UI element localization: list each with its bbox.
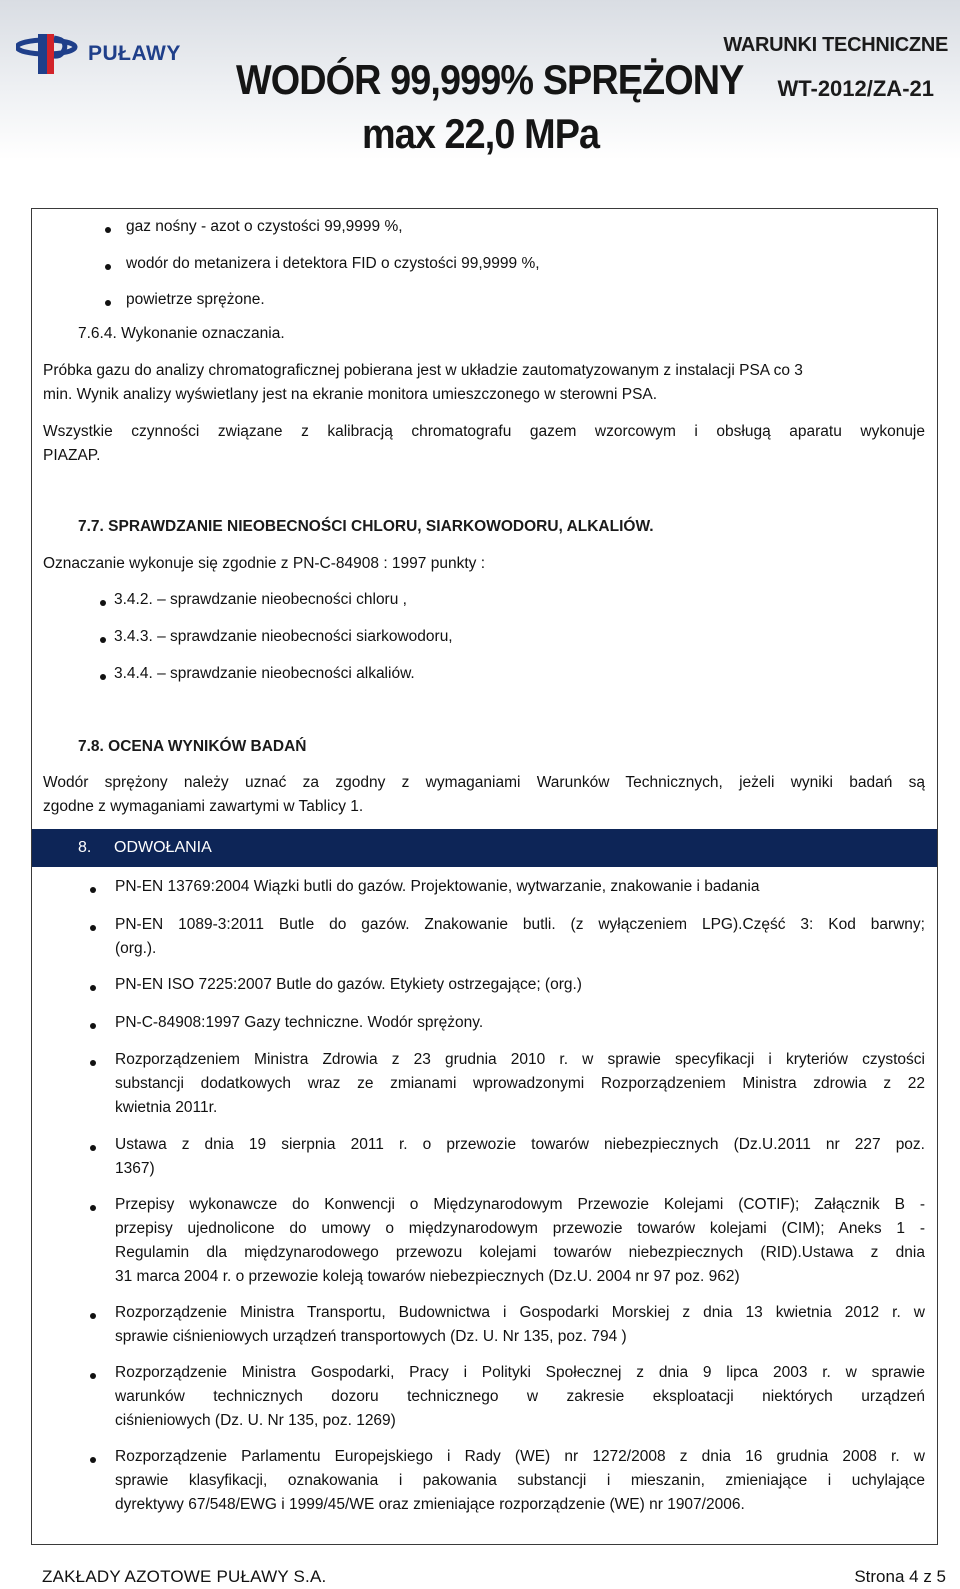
bullet-dot — [90, 1457, 96, 1463]
bullet-dot — [105, 264, 111, 270]
bullet-dot — [90, 925, 96, 931]
content-frame — [31, 208, 938, 1545]
page-header — [0, 0, 960, 160]
reference-line: 1367) — [115, 1160, 155, 1177]
section-heading-7-8: 7.8. OCENA WYNIKÓW BADAŃ — [78, 738, 307, 755]
reference-line: Rozporządzenie Ministra Transportu, Budownictwa i Gospodarki Morskiej z dnia 13 kwietnia 2012 r. w — [115, 1304, 925, 1321]
list-item: 3.4.4. – sprawdzanie nieobecności alkaliów. — [114, 665, 415, 682]
paragraph-line: Wodór sprężony należy uznać za zgodny z wymaganiami Warunków Technicznych, jeżeli wyniki badań są — [43, 774, 925, 791]
reference-line: substancji dodatkowych wraz ze zmianami wprowadzonymi Rozporządzeniem Ministra zdrowia z 22 — [115, 1075, 925, 1092]
document-title: WODÓR 99,999% SPRĘŻONY — [236, 56, 744, 103]
bullet-dot — [100, 600, 106, 606]
bullet-dot — [90, 985, 96, 991]
paragraph-line: Wszystkie czynności związane z kalibracją chromatografu gazem wzorcowym i obsługą aparatu wykonuje — [43, 423, 925, 440]
paragraph-line: min. Wynik analizy wyświetlany jest na ekranie monitora umieszczonego w sterowni PSA. — [43, 386, 658, 403]
list-item: 3.4.2. – sprawdzanie nieobecności chloru , — [114, 591, 407, 608]
paragraph-line: PIAZAP. — [43, 447, 101, 464]
reference-line: Rozporządzeniem Ministra Zdrowia z 23 grudnia 2010 r. w sprawie specyfikacji i kryteriów czystości — [115, 1051, 925, 1068]
reference-line: Regulamin dla międzynarodowego przewozu kolejami towarów niebezpiecznych (RID).Ustawa z dnia — [115, 1244, 925, 1261]
reference-line: PN-C-84908:1997 Gazy techniczne. Wodór sprężony. — [115, 1014, 484, 1031]
reference-line: Rozporządzenie Ministra Gospodarki, Pracy i Polityki Społecznej z dnia 9 lipca 2003 r. w sprawie — [115, 1364, 925, 1381]
reference-line: 31 marca 2004 r. o przewozie koleją towarów niebezpiecznych (Dz.U. 2004 nr 97 poz. 962) — [115, 1268, 740, 1285]
reference-line: dyrektywy 67/548/EWG i 1999/45/WE oraz zmieniające rozporządzenie (WE) nr 1907/2006. — [115, 1496, 745, 1513]
reference-line: PN-EN 13769:2004 Wiązki butli do gazów. Projektowanie, wytwarzanie, znakowanie i badania — [115, 878, 760, 895]
list-item: wodór do metanizera i detektora FID o czystości 99,9999 %, — [126, 255, 540, 272]
section-bar-8 — [32, 829, 937, 867]
section-title: ODWOŁANIA — [114, 839, 212, 856]
pulawy-logo-icon — [16, 30, 78, 78]
bullet-dot — [90, 1060, 96, 1066]
reference-line: Ustawa z dnia 19 sierpnia 2011 r. o przewozie towarów niebezpiecznych (Dz.U.2011 nr 227 poz. — [115, 1136, 925, 1153]
logo-text: PUŁAWY — [88, 42, 181, 65]
footer-page-number: Strona 4 z 5 — [854, 1567, 946, 1586]
bullet-dot — [105, 227, 111, 233]
list-item: powietrze sprężone. — [126, 291, 265, 308]
section-number: 8. — [78, 839, 92, 856]
reference-line: sprawie klasyfikacji, oznakowania i pakowania substancji i mieszanin, zmieniające i uchylające — [115, 1472, 925, 1489]
reference-line: sprawie ciśnieniowych urządzeń transportowych (Dz. U. Nr 135, poz. 794 ) — [115, 1328, 627, 1345]
bullet-dot — [105, 300, 111, 306]
list-item: gaz nośny - azot o czystości 99,9999 %, — [126, 218, 403, 235]
bullet-dot — [90, 887, 96, 893]
reference-line: PN-EN ISO 7225:2007 Butle do gazów. Etykiety ostrzegające; (org.) — [115, 976, 582, 993]
section-heading-7-6-4: 7.6.4. Wykonanie oznaczania. — [78, 325, 285, 342]
section-heading-7-7: 7.7. SPRAWDZANIE NIEOBECNOŚCI CHLORU, SIARKOWODORU, ALKALIÓW. — [78, 518, 654, 535]
company-logo — [16, 30, 181, 78]
bullet-dot — [100, 637, 106, 643]
document-type: WARUNKI TECHNICZNE — [723, 34, 948, 56]
paragraph-line: zgodne z wymaganiami zawartymi w Tablicy 1. — [43, 798, 364, 815]
bullet-dot — [90, 1145, 96, 1151]
footer-company: ZAKŁADY AZOTOWE PUŁAWY S.A. — [42, 1567, 327, 1586]
bullet-dot — [90, 1023, 96, 1029]
reference-line: Przepisy wykonawcze do Konwencji o Międzynarodowym Przewozie Kolejami (COTIF); Załącznik B - — [115, 1196, 925, 1213]
reference-line: (org.). — [115, 940, 157, 957]
reference-line: PN-EN 1089-3:2011 Butle do gazów. Znakowanie butli. (z wyłączeniem LPG).Część 3: Kod barwny; — [115, 916, 925, 933]
bullet-dot — [90, 1205, 96, 1211]
bullet-dot — [90, 1373, 96, 1379]
paragraph-line: Próbka gazu do analizy chromatograficznej pobierana jest w układzie zautomatyzowanym z instalacji PSA co 3 — [43, 362, 803, 379]
list-item: 3.4.3. – sprawdzanie nieobecności siarkowodoru, — [114, 628, 453, 645]
document-code: WT-2012/ZA-21 — [777, 76, 934, 101]
reference-line: Rozporządzenie Parlamentu Europejskiego i Rady (WE) nr 1272/2008 z dnia 16 grudnia 2008 r. w — [115, 1448, 925, 1465]
reference-line: warunków technicznych dozoru technicznego w zakresie eksploatacji niektórych urządzeń — [115, 1388, 925, 1405]
section-intro: Oznaczanie wykonuje się zgodnie z PN-C-84908 : 1997 punkty : — [43, 555, 485, 572]
document-subtitle: max 22,0 MPa — [362, 110, 600, 157]
bullet-dot — [90, 1313, 96, 1319]
reference-line: ciśnieniowych (Dz. U. Nr 135, poz. 1269) — [115, 1412, 396, 1429]
reference-line: przepisy ujednolicone do umowy o międzynarodowym przewozie towarów kolejami (CIM); Aneks 1 - — [115, 1220, 925, 1237]
reference-line: kwietnia 2011r. — [115, 1099, 218, 1116]
bullet-dot — [100, 674, 106, 680]
